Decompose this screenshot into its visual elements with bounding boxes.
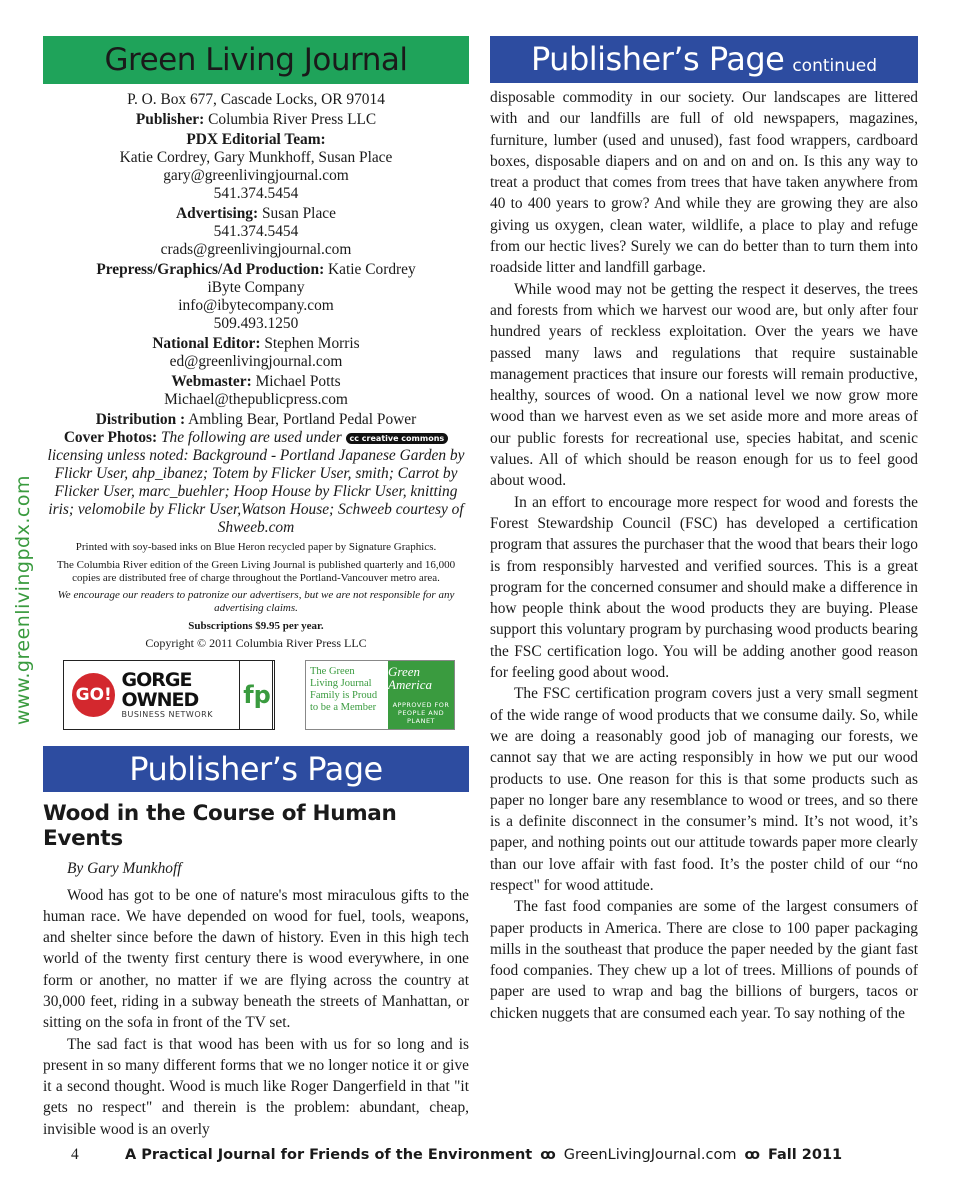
- gorge-go-badge: GO!: [72, 673, 115, 717]
- article-paragraph: disposable commodity in our society. Our landscapes are littered with and our landfills are full of old newspapers, magazines, furniture, lumber (used and unused), fast food wrappers, cardboard boxes, disposable diapers and on and on and on. Is this any way to treat a product that comes from trees that have taken anywhere from 40 to 400 years to grow? And while they are growing they are also giving us oxygen, clean water, wildlife, a place to play and refuge from our hectic lives? Surely we can do better than to turn them into roadside litter and landfill garbage.: [490, 89, 918, 277]
- article-paragraph: In an effort to encourage more respect for wood and forests the Forest Stewardship Council (FSC) has developed a certification program that assures the purchaser that the wood that bears their logo is from responsibly harvested and verified sources. This is a great program for the concerned consumer and should make a difference in how people think about the wood products they are buying. Please support this voluntary program by purchasing wood products bearing the FSC certification logo. You will be adding another good reason for feeling good about wood.: [490, 493, 918, 682]
- subscription-price: Subscriptions $9.95 per year.: [188, 619, 324, 632]
- green-america-name: Green America: [388, 663, 433, 692]
- editorial-label: PDX Editorial Team:: [186, 131, 326, 148]
- masthead-credits: [43, 91, 469, 429]
- sidebar-website-url[interactable]: www.greenlivingpdx.com: [12, 475, 34, 725]
- prepress-phone: 509.493.1250: [213, 315, 299, 332]
- continued-label: continued: [792, 56, 878, 76]
- green-america-logo[interactable]: [305, 660, 455, 730]
- article-paragraph: The sad fact is that wood has been with us for so long and is present in so many different forms that we no longer notice it or give it a second thought. Wood is much like Roger Dangerfield in that "it gets no respect" and therein is the problem: abundant, cheap, invisible wood is an overly: [43, 1035, 469, 1138]
- publishers-page-title: Publisher’s Page: [129, 749, 383, 788]
- advertising-email[interactable]: crads@greenlivingjournal.com: [160, 241, 352, 258]
- masthead-banner: [43, 36, 469, 84]
- journal-title: Green Living Journal: [104, 42, 408, 78]
- distribution-label: Distribution :: [95, 411, 186, 428]
- publishers-page-continued-banner: [490, 36, 918, 83]
- publishers-page-banner: [43, 746, 469, 792]
- green-america-approved: APPROVED FOR PEOPLE AND PLANET: [392, 700, 450, 725]
- national-editor-label: National Editor:: [152, 335, 261, 352]
- prepress-company: iByte Company: [207, 279, 305, 296]
- editorial-names: Katie Cordrey, Gary Munkhoff, Susan Place: [119, 149, 393, 166]
- article-paragraph: The fast food companies are some of the largest consumers of paper products in America. There are close to 100 paper packaging mills in the southeast that produce the paper needed by the giant fast food companies. They chew up a lot of trees. Millions of pounds of paper are used to wrap and bag the billions of burgers, tacos or chicken nuggets that are consumed each year. To say nothing of the: [490, 898, 918, 1022]
- article-paragraph: Wood has got to be one of nature's most miraculous gifts to the human race. We have depended on wood for fuel, tools, weapons, and shelter since before the dawn of history. Even in this high tech world of the twenty first century there is wood everywhere, in one form or another, no matter if we are flying across the country at 30,000 feet, riding in a subway beneath the streets of Manhattan, or sitting on the sofa in front of the TV set.: [43, 886, 469, 1032]
- webmaster-value: Michael Potts: [251, 373, 341, 390]
- cover-photos-intro: The following are used under: [157, 429, 346, 446]
- footer-tagline: A Practical Journal for Friends of the Environment: [125, 1147, 533, 1163]
- gorge-owned-subtitle: BUSINESS NETWORK: [121, 710, 213, 719]
- continued-banner-title: Publisher’s Page: [530, 40, 785, 78]
- edition-note: The Columbia River edition of the Green Living Journal is published quarterly and 16,000 copies are distributed free of charge throughout the Portland-Vancouver metro area.: [56, 558, 456, 584]
- prepress-label: Prepress/Graphics/Ad Production:: [96, 261, 325, 278]
- left-column: [43, 36, 469, 1140]
- article-headline: Wood in the Course of Human Events: [43, 800, 397, 851]
- publisher-label: Publisher:: [135, 111, 205, 128]
- right-column: [490, 36, 918, 1024]
- advertiser-disclaimer: We encourage our readers to patronize our advertisers, but we are not responsible for any advertising claims.: [57, 588, 455, 614]
- address: P. O. Box 677, Cascade Locks, OR 97014: [127, 91, 385, 108]
- copyright: Copyright © 2011 Columbia River Press LLC: [145, 635, 367, 650]
- article-paragraph: While wood may not be getting the respect it deserves, the trees and forests from which we harvest our wood are, but only after four hundred years of reckless exploitation. Over the years we have passed many laws and regulations that require sustainable management practices that insure our forests will remain productive, healthy, sources of wood. On a national level we now grow more wood than we harvest even as we set aside more and more areas of our public forests for recreational use, species habitat, and scenic values. All of which should be reason enough for us to feel good about wood.: [490, 280, 918, 490]
- page-number: 4: [71, 1146, 79, 1163]
- gorge-owned-name: GORGE OWNED: [121, 669, 199, 711]
- prepress-value: Katie Cordrey: [324, 261, 416, 278]
- article-body-left: [43, 885, 469, 1141]
- fp-logo-icon[interactable]: [239, 660, 275, 730]
- editorial-email[interactable]: gary@greenlivingjournal.com: [163, 167, 349, 184]
- publisher-value: Columbia River Press LLC: [204, 111, 377, 128]
- cover-photos-text: licensing unless noted: Background - Portland Japanese Garden by Flickr User, ahp_ibanez; Totem by Flicker User, smith; Carrot by Flicker User, marc_buehler; Hoop House by Flickr User, knitting iris; velomobile by Flickr User,Watson House; Schweeb courtesy of Shweeb.com: [47, 447, 465, 536]
- prepress-email[interactable]: info@ibytecompany.com: [178, 297, 334, 314]
- webmaster-email[interactable]: Michael@thepublicpress.com: [164, 391, 348, 408]
- cover-photos-label: Cover Photos:: [63, 429, 158, 446]
- webmaster-label: Webmaster:: [171, 373, 252, 390]
- editorial-phone: 541.374.5454: [213, 185, 299, 202]
- article-body-right: [490, 87, 918, 1024]
- footer-website-link[interactable]: GreenLivingJournal.com: [563, 1147, 737, 1163]
- member-logos: [43, 656, 469, 734]
- ornament-right-icon: ꝏ: [744, 1147, 760, 1163]
- issue-label: Fall 2011: [767, 1147, 843, 1163]
- advertising-label: Advertising:: [176, 205, 259, 222]
- national-editor-email[interactable]: ed@greenlivingjournal.com: [169, 353, 343, 370]
- advertising-phone: 541.374.5454: [213, 223, 299, 240]
- page-footer: [43, 1146, 843, 1164]
- cover-photo-credits: [43, 429, 469, 537]
- ornament-left-icon: ꝏ: [540, 1147, 556, 1163]
- member-statement: The Green Living Journal Family is Proud to be a Member: [310, 665, 378, 713]
- printing-note: Printed with soy-based inks on Blue Heron recycled paper by Signature Graphics.: [75, 541, 437, 553]
- advertising-value: Susan Place: [258, 205, 336, 222]
- national-editor-value: Stephen Morris: [260, 335, 360, 352]
- fp-mark: fp: [243, 680, 271, 709]
- distribution-value: Ambling Bear, Portland Pedal Power: [185, 411, 417, 428]
- article-paragraph: The FSC certification program covers just a very small segment of the wide range of wood products that we consume daily. So, while we are doing a reasonably good job of managing our forests, we cannot say that we are acting responsibly in how we put our wood products to use. One reason for this is that some products such as paper no longer bare any resemblance to wood or trees, and so there is a definite disconnect in the consumer’s mind. It’s not wood, it’s paper, and nothing points out our attitude towards paper more clearly than our love affair with fast food. It’s the poster child of our “no respect" for wood attitude.: [490, 685, 918, 894]
- creative-commons-icon: cc creative commons: [346, 433, 449, 444]
- article-byline: By Gary Munkhoff: [67, 859, 182, 877]
